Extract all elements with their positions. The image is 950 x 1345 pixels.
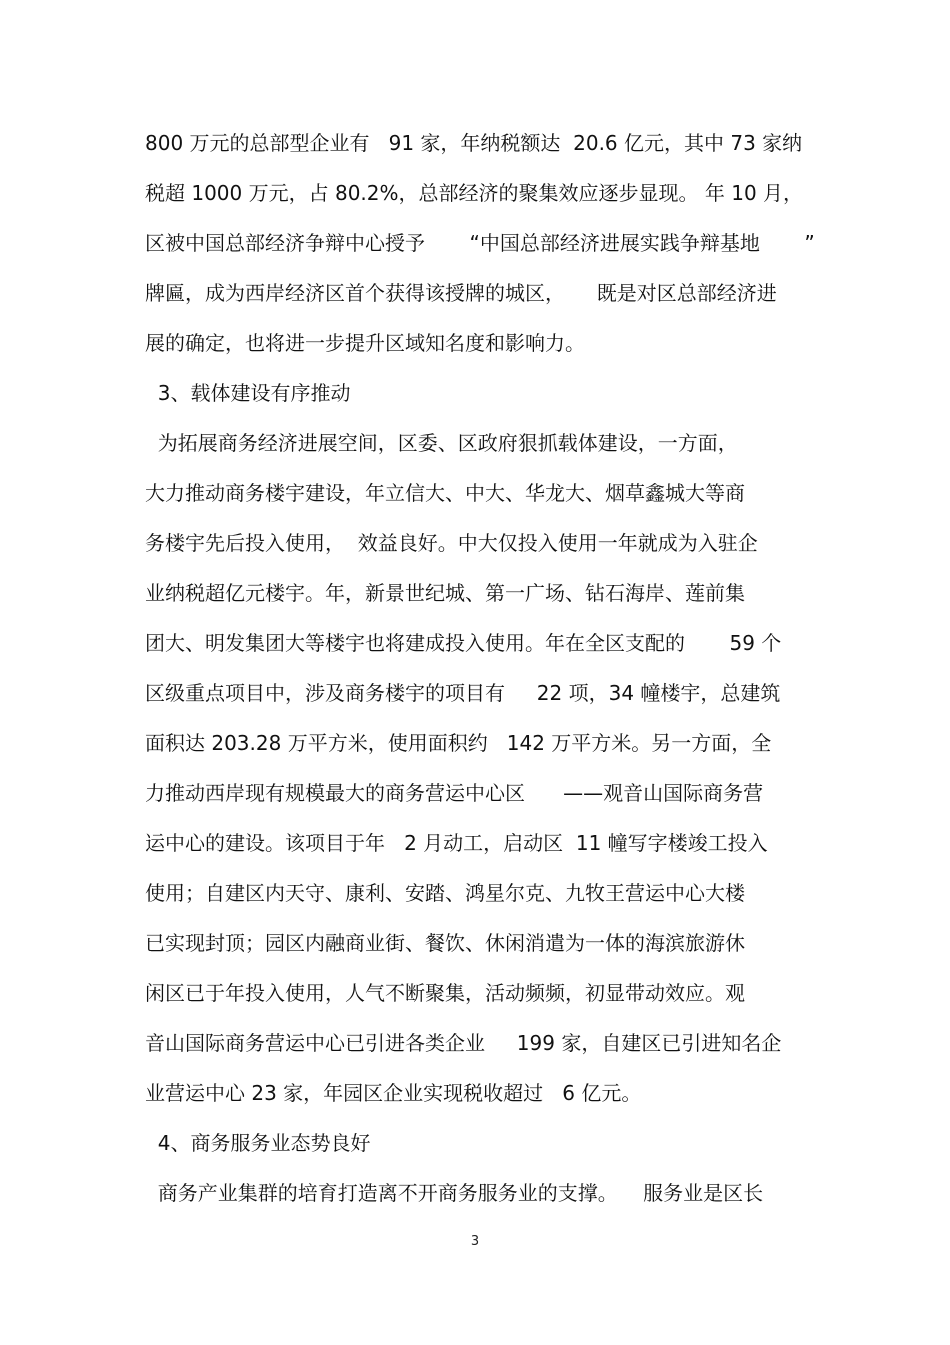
text-line: 团大、明发集团大等楼宇也将建成投入使用。年在全区支配的 59 个 xyxy=(145,631,782,655)
text-line: 为拓展商务经济进展空间，区委、区政府狠抓载体建设，一方面， xyxy=(145,431,738,455)
text-line: 力推动西岸现有规模最大的商务营运中心区 ——观音山国际商务营 xyxy=(145,781,764,805)
text-line: 业纳税超亿元楼宇。年，新景世纪城、第一广场、钻石海岸、莲前集 xyxy=(145,581,745,605)
text-line: 业营运中心 23 家，年园区企业实现税收超过 6 亿元。 xyxy=(145,1081,642,1105)
text-line: 牌匾，成为西岸经济区首个获得该授牌的城区， 既是对区总部经济进 xyxy=(145,281,777,305)
text-line: 商务产业集群的培育打造离不开商务服务业的支撑。 服务业是区长 xyxy=(145,1181,764,1205)
text-line: 运中心的建设。该项目于年 2 月动工，启动区 11 幢写字楼竣工投入 xyxy=(145,831,768,855)
text-line: 面积达 203.28 万平方米，使用面积约 142 万平方米。另一方面，全 xyxy=(145,731,772,755)
text-line: 大力推动商务楼宇建设，年立信大、中大、华龙大、烟草鑫城大等商 xyxy=(145,481,745,505)
text-line: 已实现封顶；园区内融商业街、餐饮、休闲消遣为一体的海滨旅游休 xyxy=(145,931,745,955)
text-line: 区被中国总部经济争辩中心授予 “中国总部经济进展实践争辩基地 ” xyxy=(145,231,815,255)
text-line: 音山国际商务营运中心已引进各类企业 199 家，自建区已引进知名企 xyxy=(145,1031,782,1055)
text-line: 区级重点项目中，涉及商务楼宇的项目有 22 项，34 幢楼宇，总建筑 xyxy=(145,681,781,705)
section-heading: 3、载体建设有序推动 xyxy=(145,381,351,405)
text-line: 800 万元的总部型企业有 91 家，年纳税额达 20.6 亿元，其中 73 家纳 xyxy=(145,131,803,155)
text-line: 闲区已于年投入使用，人气不断聚集，活动频频，初显带动效应。观 xyxy=(145,981,745,1005)
section-heading: 4、商务服务业态势良好 xyxy=(145,1131,371,1155)
text-line: 务楼宇先后投入使用， 效益良好。中大仅投入使用一年就成为入驻企 xyxy=(145,531,758,555)
page-number: 3 xyxy=(470,1234,480,1249)
text-line: 税超 1000 万元，占 80.2%，总部经济的聚集效应逐步显现。 年 10 月， xyxy=(145,181,804,205)
text-line: 展的确定，也将进一步提升区域知名度和影响力。 xyxy=(145,331,585,355)
text-line: 使用；自建区内天守、康利、安踏、鸿星尔克、九牧王营运中心大楼 xyxy=(145,881,745,905)
